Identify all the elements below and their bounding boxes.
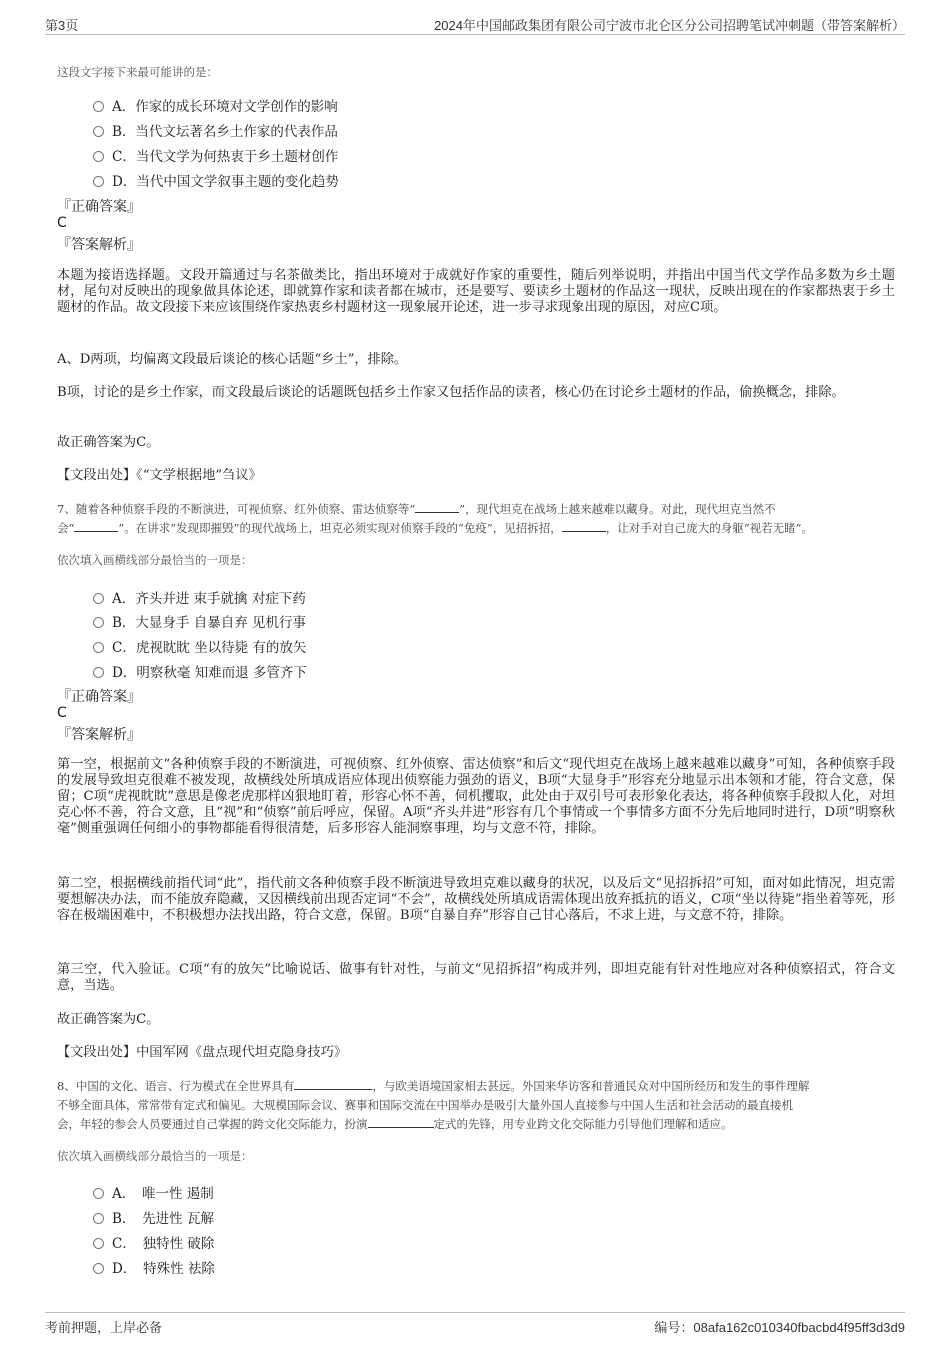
- document-id: 编号：08afa162c010340fbacbd4f95ff3d3d9: [654, 1320, 905, 1335]
- radio-icon[interactable]: [93, 1238, 104, 1249]
- radio-icon[interactable]: [93, 176, 104, 187]
- q7-option-d[interactable]: D．明察秋毫 知难而退 多管齐下: [93, 661, 307, 681]
- q6-answer: C: [57, 215, 67, 231]
- q7-analysis-p4: 故正确答案为C。: [57, 1012, 160, 1027]
- footer-slogan: 考前押题，上岸必备: [45, 1320, 163, 1335]
- q7-option-b[interactable]: B．大显身手 自暴自弃 见机行事: [93, 611, 306, 631]
- q6-option-c[interactable]: C．当代文学为何热衷于乡土题材创作: [93, 145, 338, 165]
- radio-icon[interactable]: [93, 151, 104, 162]
- q6-option-d[interactable]: D．当代中国文学叙事主题的变化趋势: [93, 170, 339, 190]
- q7-option-c[interactable]: C．虎视眈眈 坐以待毙 有的放矢: [93, 636, 306, 656]
- radio-icon[interactable]: [93, 126, 104, 137]
- q7-source: 【文段出处】中国军网《盘点现代坦克隐身技巧》: [57, 1045, 348, 1060]
- q7-analysis-p2: 第二空，根据横线前指代词“此”，指代前文各种侦察手段不断演进导致坦克难以藏身的状况，以及后文“见招拆招”可知，面对如此情况，坦克需要想解决办法，而不能放弃隐藏，又因横线前出现否定词“不会”，故横线处所填成语需体现出放弃抵抗的语义，C项“坐以待毙”指坐着等死，形容在极端困难中，不积极想办法找出路，符合文意，保留。B项“自暴自弃”形容自己甘心落后，不求上进，与文意不符，排除。: [57, 876, 895, 923]
- page-number: 第3页: [45, 18, 79, 33]
- q7-analysis-label: 『答案解析』: [57, 727, 141, 743]
- radio-icon[interactable]: [93, 1213, 104, 1224]
- radio-icon[interactable]: [93, 1263, 104, 1274]
- q7-answer: C: [57, 705, 67, 721]
- q8-option-b[interactable]: B． 先进性 瓦解: [93, 1207, 214, 1227]
- blank-2: [368, 1115, 434, 1128]
- q7-answer-label: 『正确答案』: [57, 689, 141, 705]
- q8-prompt: 依次填入画横线部分最恰当的一项是：: [57, 1149, 253, 1163]
- q7-analysis-p1: 第一空，根据前文“各种侦察手段的不断演进，可视侦察、红外侦察、雷达侦察”和后文“现代坦克在战场上越来越难以藏身”可知，各种侦察手段的发展导致坦克很难不被发现，故横线处所填成语应体现出侦察能力强劲的语义，B项“大显身手”形容充分地显示出本领和才能，符合文意，保留；C项“虎视眈眈”意思是像老虎那样凶狠地盯着，形容心怀不善，伺机攫取，此处由于双引号可表形象化表达，将各种侦察手段拟人化，对坦克心怀不善，符合文意，且“视”和“侦察”前后呼应，保留。A项“齐头并进”形容有几个事情或一个事情多方面不分先后地同时进行，D项“明察秋毫”侧重强调任何细小的事物都能看得很清楚，后多形容人能洞察事理，均与文意不符，排除。: [57, 757, 895, 836]
- q6-source: 【文段出处】《“文学根据地”刍议》: [57, 468, 262, 483]
- q8-option-c[interactable]: C． 独特性 破除: [93, 1232, 214, 1252]
- blank-1: [415, 500, 459, 513]
- q7-prompt: 依次填入画横线部分最恰当的一项是：: [57, 553, 253, 567]
- radio-icon[interactable]: [93, 617, 104, 628]
- blank-2: [74, 519, 118, 532]
- page-header: [45, 12, 905, 35]
- q6-analysis-p2: A、D两项，均偏离文段最后谈论的核心话题“乡土”，排除。: [57, 352, 408, 367]
- q6-option-a[interactable]: A．作家的成长环境对文学创作的影响: [93, 95, 338, 115]
- radio-icon[interactable]: [93, 593, 104, 604]
- q6-analysis-p3: B项，讨论的是乡土作家，而文段最后谈论的话题既包括乡土作家又包括作品的读者，核心仍在讨论乡土题材的作品，偷换概念，排除。: [57, 385, 845, 400]
- radio-icon[interactable]: [93, 101, 104, 112]
- document-title: 2024年中国邮政集团有限公司宁波市北仑区分公司招聘笔试冲刺题（带答案解析）: [434, 18, 905, 33]
- radio-icon[interactable]: [93, 1188, 104, 1199]
- q6-analysis-label: 『答案解析』: [57, 237, 141, 253]
- q8-option-a[interactable]: A． 唯一性 遏制: [93, 1182, 214, 1202]
- q6-option-b[interactable]: B．当代文坛著名乡土作家的代表作品: [93, 120, 338, 140]
- q7-question: 7、随着各种侦察手段的不断演进，可视侦察、红外侦察、雷达侦察等“ ”，现代坦克在战场上越来越难以藏身。对此，现代坦克当然不 会“ ”。在讲求“发现即摧毁”的现代战场上，坦克必须实现对侦察手段的“免疫”，见招拆招， ，让对手对自己庞大的身躯“视若无睹”。: [57, 502, 814, 535]
- q8-option-d[interactable]: D． 特殊性 祛除: [93, 1257, 215, 1277]
- q6-prompt: 这段文字接下来最可能讲的是：: [57, 65, 218, 79]
- radio-icon[interactable]: [93, 667, 104, 678]
- q6-analysis-p1: 本题为接语选择题。文段开篇通过与名茶做类比，指出环境对于成就好作家的重要性，随后列举说明，并指出中国当代文学作品多数为乡土题材，尾句对反映出的现象做具体论述，即就算作家和读者都在城市，还是要写、要读乡土题材的作品这一现状，反映出现在的作家都热衷于乡土题材的作品。故文段接下来应该围绕作家热衷乡村题材这一现象展开论述，进一步寻求现象出现的原因，对应C项。: [57, 268, 895, 315]
- blank-3: [562, 519, 606, 532]
- q7-option-a[interactable]: A．齐头并进 束手就擒 对症下药: [93, 587, 306, 607]
- q7-analysis-p3: 第三空，代入验证。C项“有的放矢”比喻说话、做事有针对性，与前文“见招拆招”构成并列，即坦克能有针对性地应对各种侦察招式，符合文意，当选。: [57, 962, 895, 993]
- q8-question: 8、中国的文化、语言、行为模式在全世界具有 ，与欧美语境国家相去甚远。外国来华访客和普通民众对中国所经历和发生的事件理解 不够全面具体，常常带有定式和偏见。大规模国际会议、赛事和国际交流在中国举办是吸引大量外国人直接参与中国人生活和社会活动的最直接机 会，年轻的参会人员要通过自己掌握的跨文化交际能力，扮演 定式的先锋，用专业跨文化交际能力引导他们理解和适应。: [57, 1079, 810, 1131]
- radio-icon[interactable]: [93, 642, 104, 653]
- q6-analysis-p4: 故正确答案为C。: [57, 435, 160, 450]
- q6-answer-label: 『正确答案』: [57, 199, 141, 215]
- blank-1: [294, 1077, 372, 1090]
- page-footer: [45, 1312, 905, 1337]
